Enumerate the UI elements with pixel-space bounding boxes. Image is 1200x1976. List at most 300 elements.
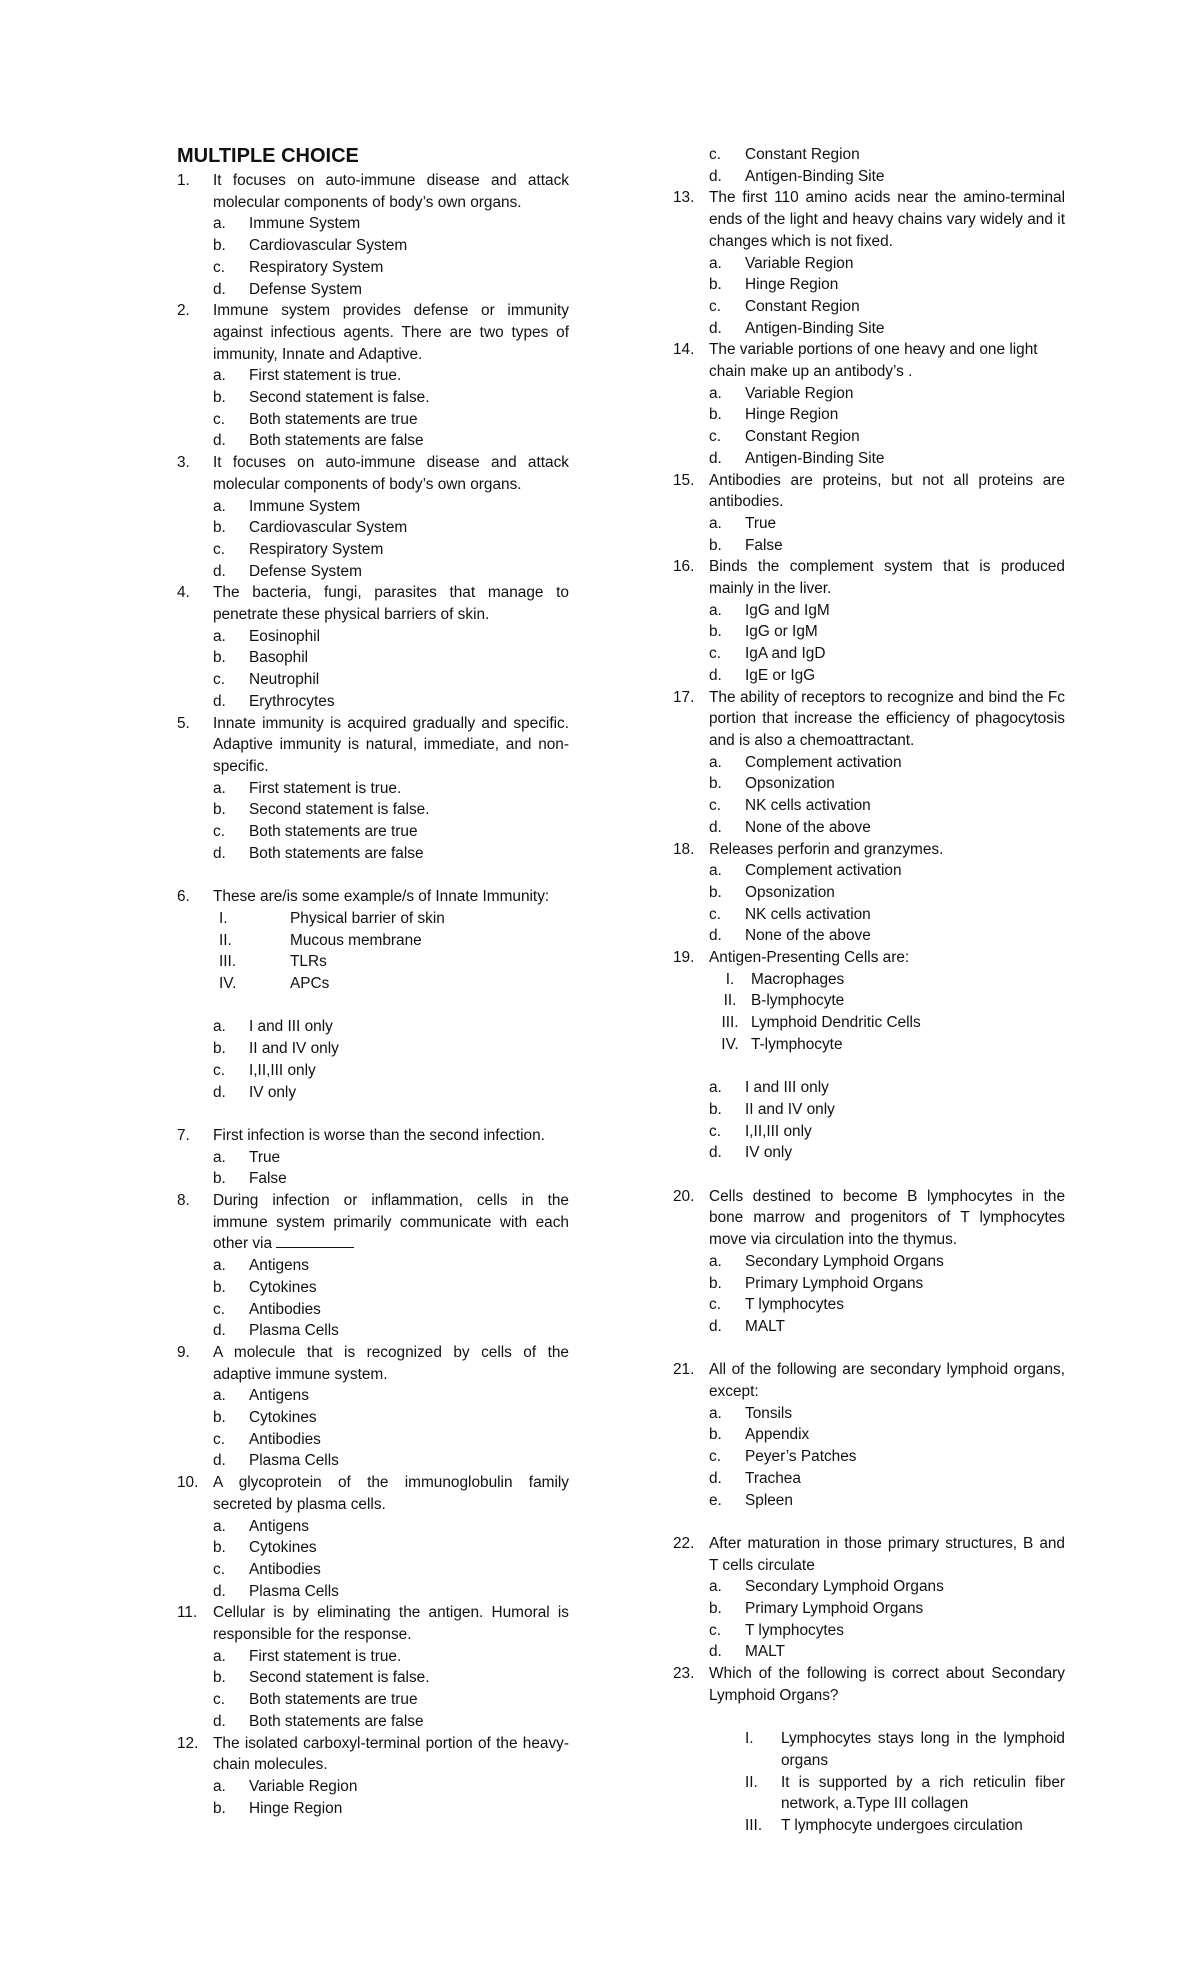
right-question-list — [673, 144, 1065, 1837]
question-number: 18. — [673, 840, 695, 858]
option-letter: b. — [709, 1274, 722, 1292]
option-letter: a. — [709, 1252, 722, 1270]
answer-option — [673, 318, 1065, 340]
option-text: II and IV only — [249, 1040, 339, 1058]
question-text — [213, 170, 569, 213]
question-text — [213, 1472, 569, 1515]
roman-text: T-lymphocyte — [751, 1035, 843, 1053]
question — [673, 187, 1065, 252]
answer-option — [673, 1641, 1065, 1663]
option-text: Plasma Cells — [249, 1452, 339, 1470]
question-text-content: All of the following are secondary lymphoid organs, except: — [709, 1361, 1065, 1401]
option-letter: d. — [709, 167, 722, 185]
option-text: True — [249, 1148, 281, 1166]
option-letter: d. — [213, 1083, 226, 1101]
answer-option — [177, 821, 569, 843]
answer-option — [673, 274, 1065, 296]
question-number: 23. — [673, 1665, 695, 1683]
option-letter: d. — [213, 1452, 226, 1470]
option-letter: c. — [213, 671, 225, 689]
option-text: IV only — [249, 1083, 297, 1101]
question-number: 6. — [177, 888, 190, 906]
option-text: Variable Region — [745, 254, 854, 272]
answer-option — [177, 1711, 569, 1733]
answer-option — [673, 1273, 1065, 1295]
option-text: Neutrophil — [249, 671, 320, 689]
question-text-content: During infection or inflammation, cells in the immune system primarily communicate with each other via — [213, 1192, 569, 1253]
option-letter: d. — [213, 692, 226, 710]
option-text: Erythrocytes — [249, 692, 335, 710]
spacer — [177, 865, 569, 887]
option-text: Variable Region — [249, 1777, 358, 1795]
answer-option — [177, 1429, 569, 1451]
question-text — [213, 452, 569, 495]
option-letter: d. — [709, 818, 722, 836]
answer-option — [177, 1689, 569, 1711]
question-text — [709, 556, 1065, 599]
roman-numeral: I. — [725, 970, 735, 988]
question-number: 4. — [177, 584, 190, 602]
question-number: 13. — [673, 189, 695, 207]
roman-numeral: IV. — [721, 1035, 739, 1053]
option-letter: d. — [709, 666, 722, 684]
answer-option — [673, 296, 1065, 318]
spacer — [177, 1103, 569, 1125]
question-text-content: Immune system provides defense or immunity against infectious agents. There are two types of immunity, Innate and Adaptive. — [213, 302, 569, 363]
option-letter: c. — [709, 146, 721, 163]
question — [177, 1602, 569, 1645]
answer-option — [177, 1060, 569, 1082]
question-text-content: After maturation in those primary structures, B and T cells circulate — [709, 1534, 1065, 1574]
option-text: IgG and IgM — [745, 601, 830, 619]
spacer — [673, 1511, 1065, 1533]
option-letter: b. — [213, 237, 226, 255]
option-letter: b. — [709, 406, 722, 424]
option-text: None of the above — [745, 927, 871, 945]
option-letter: c. — [709, 1448, 721, 1466]
answer-option — [673, 860, 1065, 882]
roman-text: T lymphocyte undergoes circulation — [781, 1817, 1023, 1835]
roman-text: Lymphoid Dendritic Cells — [751, 1014, 921, 1032]
option-text: Cardiovascular System — [249, 519, 408, 537]
roman-numeral: I. — [219, 909, 228, 927]
question-number: 15. — [673, 471, 695, 489]
option-letter: b. — [213, 649, 226, 667]
question — [177, 1733, 569, 1776]
question — [177, 1190, 569, 1255]
option-letter: d. — [709, 1643, 722, 1661]
roman-item — [177, 930, 569, 952]
option-text: Antigen-Binding Site — [745, 449, 885, 467]
question-text-content: A glycoprotein of the immunoglobulin family secreted by plasma cells. — [213, 1474, 569, 1513]
option-letter: b. — [709, 536, 722, 554]
option-letter: a. — [709, 254, 722, 272]
option-text: I,II,III only — [249, 1061, 316, 1079]
answer-option — [177, 1168, 569, 1190]
option-letter: b. — [213, 1539, 226, 1557]
question-text — [709, 470, 1065, 513]
question — [673, 947, 1065, 969]
question — [673, 1663, 1065, 1706]
answer-option — [177, 561, 569, 583]
roman-numeral: III. — [745, 1817, 763, 1835]
answer-option — [177, 1038, 569, 1060]
option-text: Plasma Cells — [249, 1322, 339, 1340]
question-text-content: The ability of receptors to recognize and bind the Fc portion that increase the efficiency of phagocytosis and is also a chemoattractant. — [709, 688, 1065, 749]
answer-option — [177, 691, 569, 713]
option-text: Complement activation — [745, 862, 902, 880]
option-text: Appendix — [745, 1426, 810, 1444]
roman-text: TLRs — [290, 953, 327, 971]
question-text — [709, 687, 1065, 752]
option-text: Antigen-Binding Site — [745, 167, 885, 185]
option-letter: d. — [709, 319, 722, 337]
question-text — [213, 1342, 569, 1385]
option-text: False — [745, 536, 783, 554]
roman-numeral: I. — [745, 1730, 754, 1748]
option-letter: d. — [213, 432, 226, 450]
option-letter: b. — [709, 1600, 722, 1618]
question — [177, 713, 569, 778]
option-letter: d. — [709, 1144, 722, 1162]
option-text: Immune System — [249, 215, 361, 233]
question-text-content: Cells destined to become B lymphocytes in the bone marrow and progenitors of T lymphocytes move via circulation into the thymus. — [709, 1187, 1065, 1249]
question-text — [709, 839, 1065, 861]
option-letter: d. — [213, 844, 226, 862]
question — [177, 1125, 569, 1147]
question-text-content: Innate immunity is acquired gradually and specific. Adaptive immunity is natural, immediate, and non-specific. — [213, 714, 569, 775]
answer-option — [673, 1446, 1065, 1468]
option-text: First statement is true. — [249, 367, 402, 385]
option-letter: d. — [213, 280, 226, 298]
question — [177, 1342, 569, 1385]
question — [177, 170, 569, 213]
roman-text: Macrophages — [751, 970, 845, 988]
roman-text: Lymphocytes stays long in the lymphoid organs — [781, 1730, 1065, 1769]
option-letter: c. — [709, 428, 721, 446]
roman-text: APCs — [290, 975, 330, 992]
option-letter: a. — [709, 384, 722, 402]
option-text: Both statements are false — [249, 432, 424, 450]
option-letter: c. — [213, 1430, 225, 1448]
answer-option — [177, 387, 569, 409]
option-letter: b. — [213, 1278, 226, 1296]
question — [177, 886, 569, 908]
question-text — [213, 1190, 569, 1255]
answer-option — [673, 795, 1065, 817]
option-text: Constant Region — [745, 428, 860, 446]
question-number: 11. — [177, 1604, 198, 1622]
question — [673, 556, 1065, 599]
answer-option — [673, 1316, 1065, 1338]
roman-numeral: II. — [219, 931, 232, 949]
answer-option — [177, 1516, 569, 1538]
option-letter: b. — [213, 1669, 226, 1687]
option-letter: a. — [709, 1578, 722, 1596]
option-text: Both statements are true — [249, 1691, 418, 1709]
option-text: Second statement is false. — [249, 1669, 430, 1687]
question-number: 19. — [673, 949, 695, 967]
option-text: Eosinophil — [249, 627, 321, 645]
option-text: Respiratory System — [249, 258, 384, 276]
question-text-content: The bacteria, fungi, parasites that manage to penetrate these physical barriers of skin. — [213, 584, 569, 624]
answer-option — [673, 404, 1065, 426]
roman-item — [673, 990, 1065, 1012]
option-text: Antigens — [249, 1257, 309, 1275]
option-letter: b. — [213, 1040, 226, 1058]
option-letter: b. — [213, 1409, 226, 1427]
answer-option — [177, 539, 569, 561]
roman-numeral: II. — [723, 992, 737, 1010]
question-number: 17. — [673, 688, 695, 706]
option-letter: e. — [709, 1491, 722, 1509]
roman-item — [177, 951, 569, 973]
option-letter: b. — [709, 1100, 722, 1118]
option-text: NK cells activation — [745, 797, 871, 815]
answer-option — [673, 253, 1065, 275]
answer-option — [177, 669, 569, 691]
option-text: Both statements are false — [249, 844, 424, 862]
option-text: MALT — [745, 1317, 785, 1335]
option-letter: a. — [709, 753, 722, 771]
right-column — [673, 144, 1065, 1837]
question-text — [709, 1186, 1065, 1251]
question-text-content: Which of the following is correct about Secondary Lymphoid Organs? — [709, 1665, 1065, 1704]
question — [673, 687, 1065, 752]
answer-option — [673, 1251, 1065, 1273]
answer-option — [177, 626, 569, 648]
spacer — [673, 1056, 1065, 1078]
answer-option — [673, 621, 1065, 643]
spacer — [177, 995, 569, 1017]
answer-option — [177, 1450, 569, 1472]
option-letter: a. — [213, 779, 226, 797]
option-letter: a. — [213, 627, 226, 645]
answer-option — [673, 1468, 1065, 1490]
question-text-content: It focuses on auto-immune disease and attack molecular components of body’s own organs. — [213, 172, 569, 211]
option-text: False — [249, 1170, 287, 1188]
question — [673, 839, 1065, 861]
option-letter: a. — [213, 1777, 226, 1795]
question — [673, 1533, 1065, 1576]
question-number: 5. — [177, 714, 190, 732]
option-text: Antibodies — [249, 1430, 321, 1448]
option-text: None of the above — [745, 818, 871, 836]
option-text: IgA and IgD — [745, 645, 826, 663]
option-text: Secondary Lymphoid Organs — [745, 1578, 944, 1596]
option-letter: d. — [213, 1582, 226, 1600]
question-text-content: Releases perforin and granzymes. — [709, 840, 944, 858]
spacer — [673, 1164, 1065, 1186]
option-text: IgE or IgG — [745, 666, 816, 684]
option-letter: b. — [709, 1426, 722, 1444]
option-letter: d. — [213, 562, 226, 580]
option-text: Trachea — [745, 1469, 801, 1487]
option-letter: c. — [213, 1300, 225, 1318]
option-letter: a. — [213, 367, 226, 385]
answer-option — [177, 496, 569, 518]
answer-option — [177, 430, 569, 452]
answer-option — [673, 1598, 1065, 1620]
question — [177, 582, 569, 625]
option-text: Hinge Region — [745, 406, 839, 424]
answer-option — [177, 799, 569, 821]
question-text-content: The variable portions of one heavy and one light chain make up an antibody’s . — [709, 341, 1038, 381]
answer-option — [177, 213, 569, 235]
option-letter: c. — [709, 905, 721, 923]
option-text: Basophil — [249, 649, 309, 667]
answer-option — [177, 235, 569, 257]
answer-option — [177, 1082, 569, 1104]
roman-text: Mucous membrane — [290, 931, 422, 949]
question-text — [213, 1733, 569, 1776]
question-text — [213, 1602, 569, 1645]
option-letter: c. — [213, 1560, 225, 1578]
answer-option — [673, 1620, 1065, 1642]
answer-option — [673, 448, 1065, 470]
option-text: Both statements are false — [249, 1712, 424, 1730]
option-text: Hinge Region — [249, 1799, 343, 1817]
option-letter: a. — [213, 1517, 226, 1535]
question-text — [709, 187, 1065, 252]
answer-option — [673, 1294, 1065, 1316]
option-text: Complement activation — [745, 753, 902, 771]
option-letter: a. — [213, 1647, 226, 1665]
question-text — [709, 1533, 1065, 1576]
question — [673, 470, 1065, 513]
option-letter: b. — [213, 1170, 226, 1188]
question — [177, 452, 569, 495]
question — [673, 1359, 1065, 1402]
option-letter: b. — [213, 519, 226, 537]
option-letter: a. — [709, 1404, 722, 1422]
answer-option — [177, 365, 569, 387]
option-text: Plasma Cells — [249, 1582, 339, 1600]
roman-item — [673, 1728, 1065, 1771]
option-letter: a. — [709, 601, 722, 619]
option-letter: c. — [213, 1691, 225, 1709]
option-text: Defense System — [249, 280, 362, 298]
option-letter: d. — [213, 1322, 226, 1340]
option-text: I and III only — [249, 1018, 333, 1036]
answer-option — [673, 904, 1065, 926]
option-text: Constant Region — [745, 146, 860, 163]
option-text: Cytokines — [249, 1278, 317, 1296]
option-letter: b. — [213, 389, 226, 407]
option-text: T lymphocytes — [745, 1296, 844, 1314]
answer-option — [673, 1142, 1065, 1164]
option-letter: a. — [709, 862, 722, 880]
question-number: 20. — [673, 1187, 695, 1205]
option-text: First statement is true. — [249, 1647, 402, 1665]
answer-option — [177, 1776, 569, 1798]
option-text: Secondary Lymphoid Organs — [745, 1252, 944, 1270]
answer-option — [673, 643, 1065, 665]
option-text: MALT — [745, 1643, 785, 1661]
option-letter: a. — [213, 1387, 226, 1405]
option-text: Antigen-Binding Site — [745, 319, 885, 337]
option-letter: b. — [213, 1799, 226, 1817]
answer-option — [673, 1576, 1065, 1598]
option-text: IgG or IgM — [745, 623, 818, 641]
answer-option — [177, 647, 569, 669]
option-letter: b. — [709, 623, 722, 641]
option-letter: c. — [213, 823, 225, 841]
answer-option — [177, 778, 569, 800]
answer-option — [673, 426, 1065, 448]
option-text: True — [745, 514, 777, 532]
question-number: 12. — [177, 1734, 199, 1752]
answer-option — [673, 600, 1065, 622]
section-heading: MULTIPLE CHOICE — [177, 145, 359, 167]
option-text: Defense System — [249, 562, 362, 580]
option-text: Peyer’s Patches — [745, 1448, 857, 1466]
option-text: IV only — [745, 1144, 793, 1162]
option-text: Tonsils — [745, 1404, 793, 1422]
option-text: Both statements are true — [249, 823, 418, 841]
answer-option — [177, 1407, 569, 1429]
roman-numeral: IV. — [219, 975, 237, 992]
option-letter: c. — [709, 1621, 721, 1639]
option-text: NK cells activation — [745, 905, 871, 923]
option-letter: b. — [709, 276, 722, 294]
option-text: Antigens — [249, 1517, 309, 1535]
roman-numeral: II. — [745, 1773, 758, 1791]
question-text-content: The isolated carboxyl-terminal portion of the heavy-chain molecules. — [213, 1734, 569, 1774]
answer-option — [177, 1299, 569, 1321]
question — [177, 300, 569, 365]
option-letter: a. — [709, 514, 722, 532]
option-text: Antibodies — [249, 1560, 321, 1578]
option-text: Spleen — [745, 1491, 793, 1509]
roman-text: Physical barrier of skin — [290, 909, 445, 927]
question-number: 7. — [177, 1126, 190, 1144]
answer-option — [673, 166, 1065, 188]
question-text-content: Cellular is by eliminating the antigen. Humoral is responsible for the response. — [213, 1604, 569, 1644]
option-letter: d. — [709, 449, 722, 467]
answer-option — [673, 882, 1065, 904]
question-text — [213, 582, 569, 625]
answer-option — [177, 1255, 569, 1277]
question — [673, 1186, 1065, 1251]
roman-item — [673, 1034, 1065, 1056]
answer-option — [177, 1385, 569, 1407]
answer-option — [673, 925, 1065, 947]
option-letter: d. — [709, 927, 722, 945]
question-number: 1. — [177, 172, 190, 189]
option-letter: c. — [213, 258, 225, 276]
answer-option — [177, 1537, 569, 1559]
roman-text: B-lymphocyte — [751, 992, 845, 1010]
option-letter: a. — [709, 1079, 722, 1097]
option-text: I and III only — [745, 1079, 829, 1097]
answer-option — [673, 773, 1065, 795]
option-text: Opsonization — [745, 883, 835, 901]
option-letter: c. — [213, 540, 225, 558]
answer-option — [177, 1016, 569, 1038]
answer-option — [177, 1277, 569, 1299]
question-number: 9. — [177, 1343, 190, 1361]
option-text: T lymphocytes — [745, 1621, 844, 1639]
option-letter: c. — [709, 297, 721, 315]
option-letter: c. — [213, 410, 225, 428]
question-text-content: A molecule that is recognized by cells of the adaptive immune system. — [213, 1343, 569, 1383]
answer-option — [177, 1798, 569, 1820]
question-number: 10. — [177, 1474, 199, 1492]
answer-option — [673, 513, 1065, 535]
question-number: 21. — [673, 1361, 695, 1379]
answer-option — [673, 1121, 1065, 1143]
